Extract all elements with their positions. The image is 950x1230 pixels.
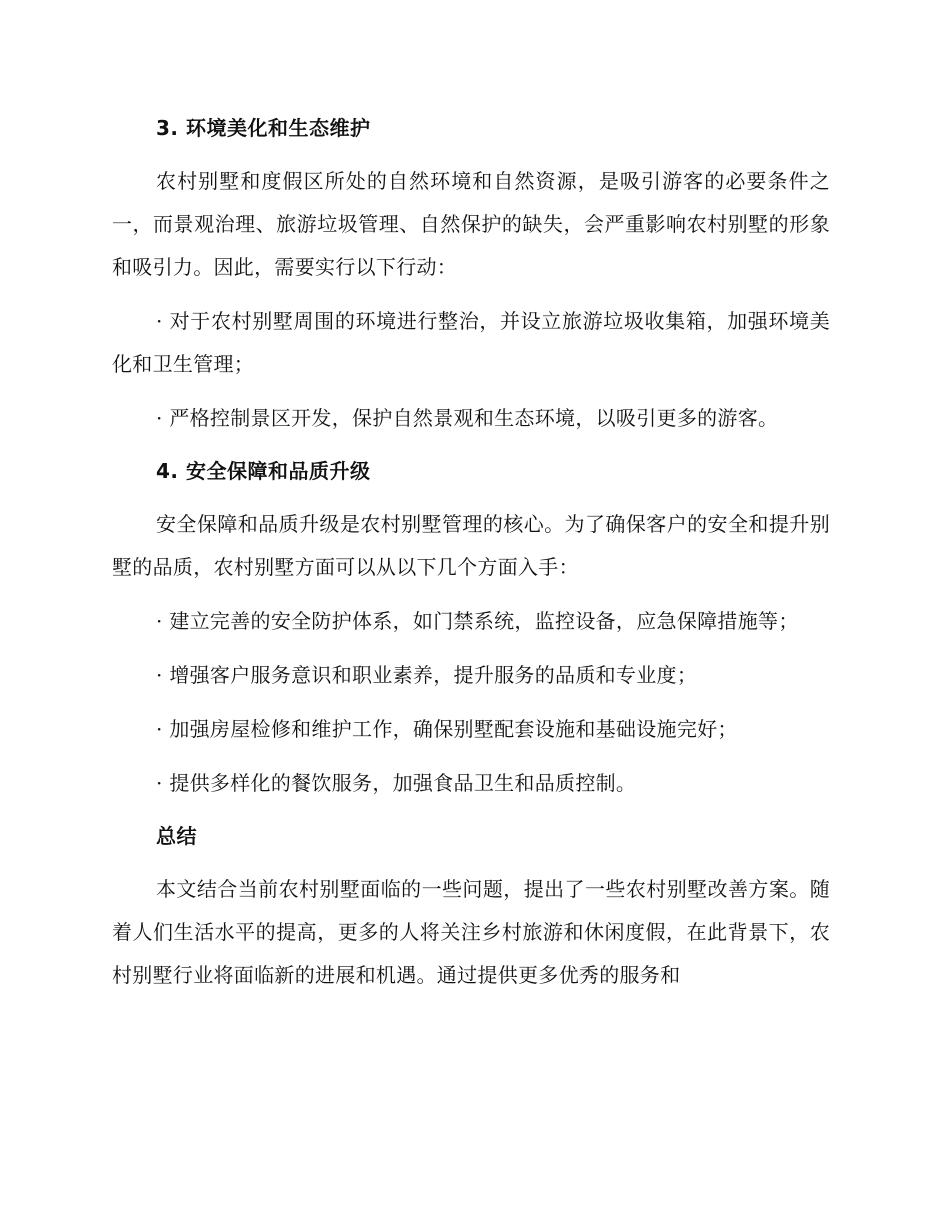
section-3-bullet-1: · 对于农村别墅周围的环境进行整治，并设立旅游垃圾收集箱，加强环境美化和卫生管理； bbox=[112, 309, 830, 376]
section-4-bullet-4: · 提供多样化的餐饮服务，加强食品卫生和品质控制。 bbox=[156, 771, 637, 795]
section-4-paragraph: 安全保障和品质升级是农村别墅管理的核心。为了确保客户的安全和提升别墅的品质，农村别墅方面可以从以下几个方面入手： bbox=[112, 512, 830, 579]
section-4-bullet-1: · 建立完善的安全防护体系，如门禁系统，监控设备，应急保障措施等； bbox=[156, 609, 799, 633]
section-4-bullet-3: · 加强房屋检修和维护工作，确保别墅配套设施和基础设施完好； bbox=[156, 717, 738, 741]
section-4-bullet-2: · 增强客户服务意识和职业素养，提升服务的品质和专业度； bbox=[156, 663, 698, 687]
summary-heading: 总结 bbox=[156, 824, 197, 848]
section-3-bullet-2: · 严格控制景区开发，保护自然景观和生态环境，以吸引更多的游客。 bbox=[156, 406, 779, 430]
section-4-heading: 4. 安全保障和品质升级 bbox=[156, 459, 371, 483]
section-3-heading: 3. 环境美化和生态维护 bbox=[156, 116, 371, 140]
summary-paragraph: 本文结合当前农村别墅面临的一些问题，提出了一些农村别墅改善方案。随着人们生活水平的提高，更多的人将关注乡村旅游和休闲度假，在此背景下，农村别墅行业将面临新的进展和机遇。通过提供更多优秀的服务和 bbox=[112, 877, 830, 987]
section-3-paragraph: 农村别墅和度假区所处的自然环境和自然资源，是吸引游客的必要条件之一，而景观治理、旅游垃圾管理、自然保护的缺失，会严重影响农村别墅的形象和吸引力。因此，需要实行以下行动： bbox=[112, 169, 830, 279]
document-body bbox=[112, 108, 830, 1008]
